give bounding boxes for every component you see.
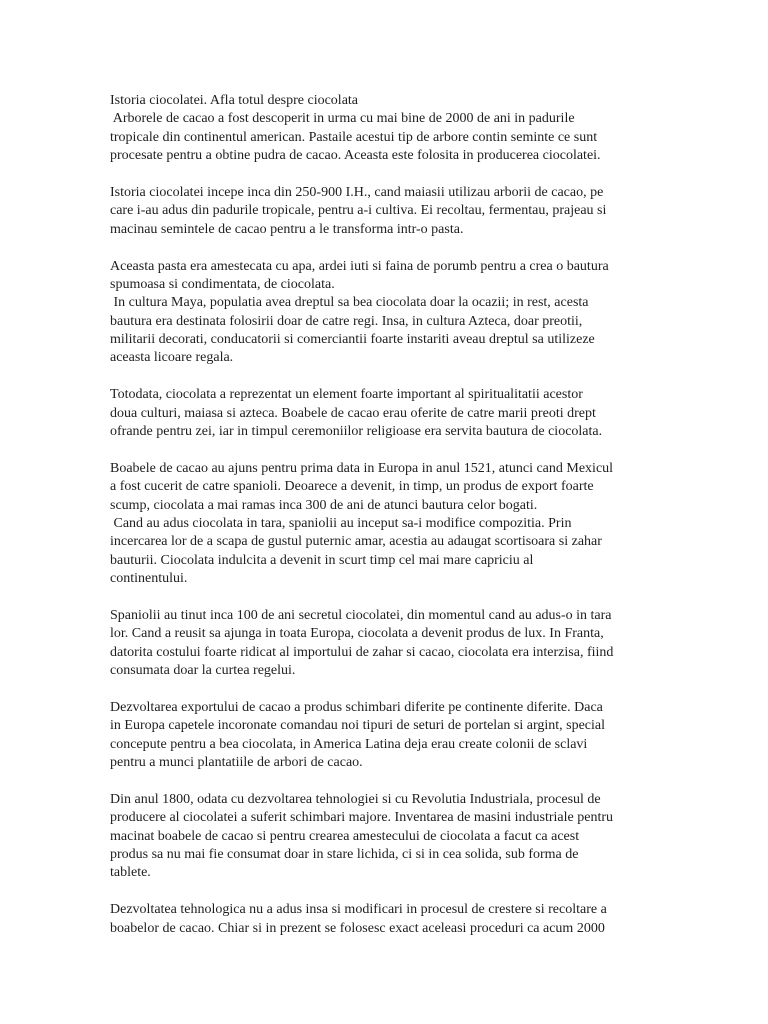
text-line: Aceasta pasta era amestecata cu apa, ardei iuti si faina de porumb pentru a crea o bautura: [110, 258, 609, 274]
text-line: In cultura Maya, populatia avea dreptul sa bea ciocolata doar la ocazii; in rest, acesta: [110, 295, 589, 311]
text-line: Spaniolii au tinut inca 100 de ani secretul ciocolatei, din momentul cand au adus-o in tara: [110, 607, 612, 623]
text-line: tropicale din continentul american. Pastaile acestui tip de arbore contin seminte ce sunt: [110, 129, 598, 145]
text-line: aceasta licoare regala.: [110, 350, 234, 366]
text-line: bautura era destinata folosirii doar de catre regi. Insa, in cultura Azteca, doar preotii,: [110, 313, 583, 329]
document-page: [110, 92, 670, 956]
text-line: producere al ciocolatei a suferit schimbari majore. Inventarea de masini industriale pentru: [110, 810, 614, 826]
paragraph-4: [110, 386, 670, 441]
paragraph-7: [110, 699, 670, 773]
text-line: procesate pentru a obtine pudra de cacao. Aceasta este folosita in producerea ciocolatei.: [110, 148, 601, 164]
text-line: care i-au adus din padurile tropicale, pentru a-i cultiva. Ei recoltau, fermentau, prajeau si: [110, 203, 607, 219]
text-line: continentului.: [110, 571, 188, 587]
text-line: datorita costului foarte ridicat al importului de zahar si cacao, ciocolata era interzisa, fiind: [110, 644, 614, 660]
text-line: Dezvoltatea tehnologica nu a adus insa si modificari in procesul de crestere si recoltare a: [110, 902, 607, 918]
text-line: scump, ciocolata a mai ramas inca 300 de ani de atunci bautura celor bogati.: [110, 497, 538, 513]
text-line: militarii decorati, conducatorii si comerciantii foarte instariti aveau dreptul sa utilizeze: [110, 332, 595, 348]
text-line: in Europa capetele incoronate comandau noi tipuri de seturi de portelan si argint, special: [110, 718, 606, 734]
text-line: lor. Cand a reusit sa ajunga in toata Europa, ciocolata a devenit produs de lux. In Franta,: [110, 626, 604, 642]
text-line: Din anul 1800, odata cu dezvoltarea tehnologiei si cu Revolutia Industriala, procesul de: [110, 791, 601, 807]
text-line: Totodata, ciocolata a reprezentat un element foarte important al spiritualitatii acestor: [110, 387, 583, 403]
paragraph-3: [110, 258, 670, 368]
text-line: boabelor de cacao. Chiar si in prezent se folosesc exact aceleasi proceduri ca acum 2000: [110, 920, 605, 936]
text-line: macinau semintele de cacao pentru a le transforma intr-o pasta.: [110, 221, 464, 237]
text-line: doua culturi, maiasa si azteca. Boabele de cacao erau oferite de catre marii preoti drept: [110, 405, 596, 421]
text-line: bauturii. Ciocolata indulcita a devenit in scurt timp cel mai mare capriciu al: [110, 552, 534, 568]
text-line: incercarea lor de a scapa de gustul puternic amar, acestia au adaugat scortisoara si zahar: [110, 534, 602, 550]
text-line: consumata doar la curtea regelui.: [110, 663, 296, 679]
text-line: macinat boabele de cacao si pentru crearea amestecului de ciocolata a facut ca acest: [110, 828, 580, 844]
text-line: Boabele de cacao au ajuns pentru prima data in Europa in anul 1521, atunci cand Mexicul: [110, 460, 614, 476]
text-line: Dezvoltarea exportului de cacao a produs schimbari diferite pe continente diferite. Daca: [110, 699, 603, 715]
text-line: produs sa nu mai fie consumat doar in stare lichida, ci si in cea solida, sub forma de: [110, 847, 579, 863]
text-line: pentru a munci plantatiile de arbori de cacao.: [110, 755, 363, 771]
paragraph-8: [110, 791, 670, 883]
paragraph-1: [110, 92, 670, 166]
paragraph-5: [110, 460, 670, 589]
text-line: Arborele de cacao a fost descoperit in urma cu mai bine de 2000 de ani in padurile: [110, 111, 575, 127]
text-line: ofrande pentru zei, iar in timpul ceremoniilor religioase era servita bautura de ciocolata.: [110, 424, 603, 440]
text-line: concepute pentru a bea ciocolata, in America Latina deja erau create colonii de sclavi: [110, 736, 588, 752]
text-line: Istoria ciocolatei. Afla totul despre ciocolata: [110, 93, 359, 108]
text-line: Cand au adus ciocolata in tara, spaniolii au inceput sa-i modifice compozitia. Prin: [110, 515, 572, 531]
paragraph-6: [110, 607, 670, 681]
text-line: tablete.: [110, 865, 151, 881]
text-line: Istoria ciocolatei incepe inca din 250-900 I.H., cand maiasii utilizau arborii de cacao, pe: [110, 184, 604, 200]
text-line: spumoasa si condimentata, de ciocolata.: [110, 276, 335, 292]
paragraph-2: [110, 184, 670, 239]
text-line: a fost cucerit de catre spanioli. Deoarece a devenit, in timp, un produs de export foarte: [110, 479, 594, 495]
paragraph-9: [110, 901, 670, 938]
